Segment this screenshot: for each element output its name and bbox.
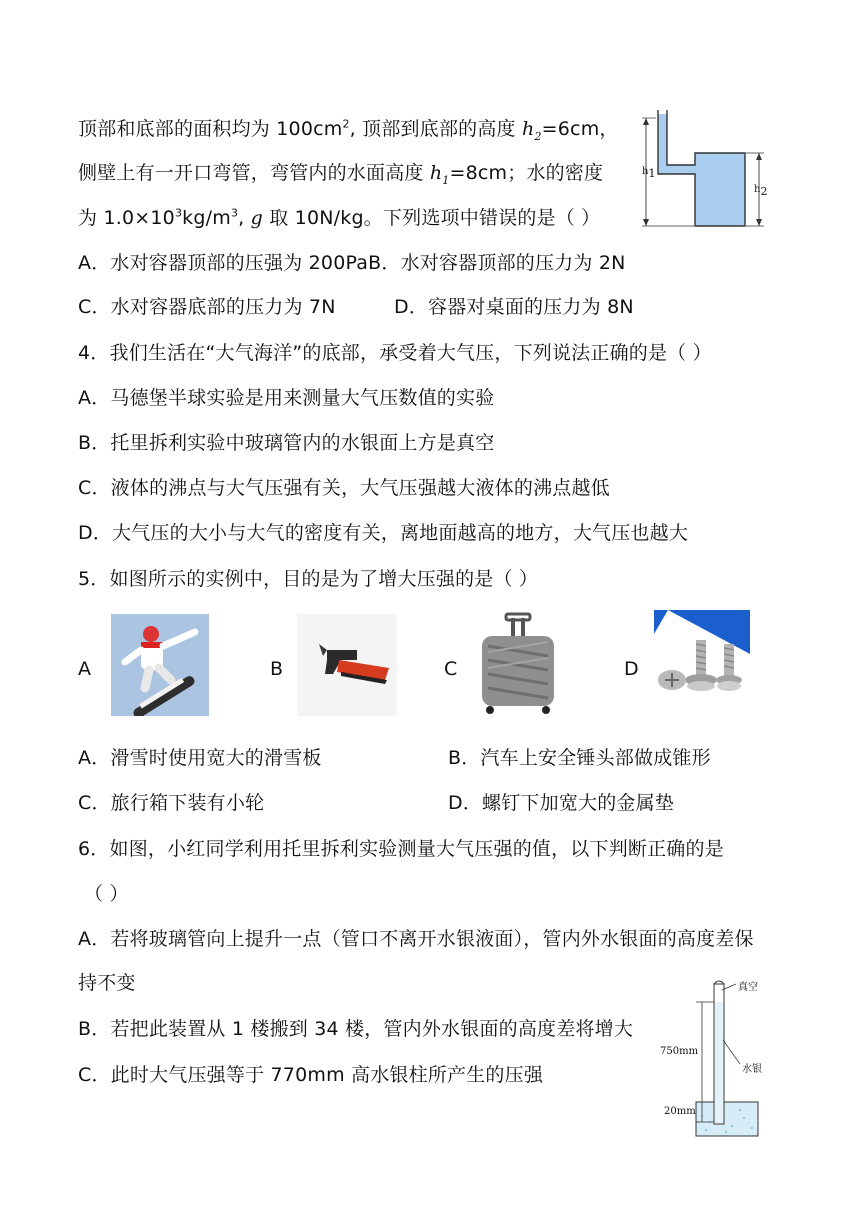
q4-option-a: A．马德堡半球实验是用来测量大气压数值的实验 <box>78 387 495 409</box>
torricelli-figure <box>660 976 790 1140</box>
q5-stem: 5．如图所示的实例中，目的是为了增大压强的是（ ） <box>78 568 539 590</box>
h1-label: $h_1$ <box>642 166 656 180</box>
q3-stem-line3: 为 $1.0\times 10^3kg/m^3$, g 取 10N/kg。下列选项中错误的是（ ） <box>78 206 601 229</box>
q6-option-b: B．若把此装置从 1 楼搬到 34 楼，管内外水银面的高度差将增大 <box>78 1018 634 1040</box>
q4-option-b: B．托里拆利实验中玻璃管内的水银面上方是真空 <box>78 432 495 454</box>
suitcase-image <box>474 612 562 716</box>
q3-container-figure <box>638 108 778 234</box>
q6-stem: 6．如图，小红同学利用托里拆利实验测量大气压强的值，以下判断正确的是 <box>78 838 724 860</box>
q5-image-label-c: C <box>444 658 458 680</box>
q5-option-d: D．螺钉下加宽大的金属垫 <box>448 792 675 814</box>
vacuum-label: 真空 <box>738 982 758 993</box>
q6-bracket: （ ） <box>84 883 129 905</box>
q5-option-c: C．旅行箱下装有小轮 <box>78 792 265 814</box>
height-750mm-label: 750mm <box>660 1046 699 1057</box>
q3-option-d: D．容器对桌面的压力为 8N <box>394 296 634 318</box>
q5-image-label-b: B <box>270 658 284 680</box>
safety-hammer-image <box>297 614 397 716</box>
q6-option-a-line1: A．若将玻璃管向上提升一点（管口不离开水银液面），管内外水银面的高度差保 <box>78 928 754 950</box>
snowboarder-image <box>111 614 209 716</box>
q4-stem: 4．我们生活在“大气海洋”的底部，承受着大气压，下列说法正确的是（ ） <box>78 342 712 364</box>
q3-option-c: C．水对容器底部的压力为 7N <box>78 296 336 318</box>
q3-stem-line2: 侧壁上有一开口弯管，弯管内的水面高度 $h_1=8cm$；水的密度 <box>78 162 604 187</box>
q5-option-b: B．汽车上安全锤头部做成锥形 <box>448 747 711 769</box>
q4-option-c: C．液体的沸点与大气压强有关，大气压强越大液体的沸点越低 <box>78 477 610 499</box>
container-water <box>695 153 745 226</box>
height-20mm-label: 20mm <box>664 1106 696 1117</box>
h2-label: $h_2$ <box>754 184 768 198</box>
q5-image-label-d: D <box>624 658 639 680</box>
q6-option-a-line2: 持不变 <box>78 972 136 994</box>
q5-image-label-a: A <box>78 658 91 680</box>
q3-option-a-b: A．水对容器顶部的压强为 200PaB．水对容器顶部的压力为 2N <box>78 252 626 274</box>
q4-option-d: D．大气压的大小与大气的密度有关，离地面越高的地方，大气压也越大 <box>78 522 689 544</box>
mercury-label: 水银 <box>742 1064 762 1075</box>
q6-option-c: C．此时大气压强等于 770mm 高水银柱所产生的压强 <box>78 1064 544 1086</box>
q5-option-a: A．滑雪时使用宽大的滑雪板 <box>78 747 322 769</box>
q3-stem-line1: 顶部和底部的面积均为 $100cm^2$, 顶部到底部的高度 $h_2=6cm$， <box>78 117 619 143</box>
screws-image <box>654 610 750 702</box>
